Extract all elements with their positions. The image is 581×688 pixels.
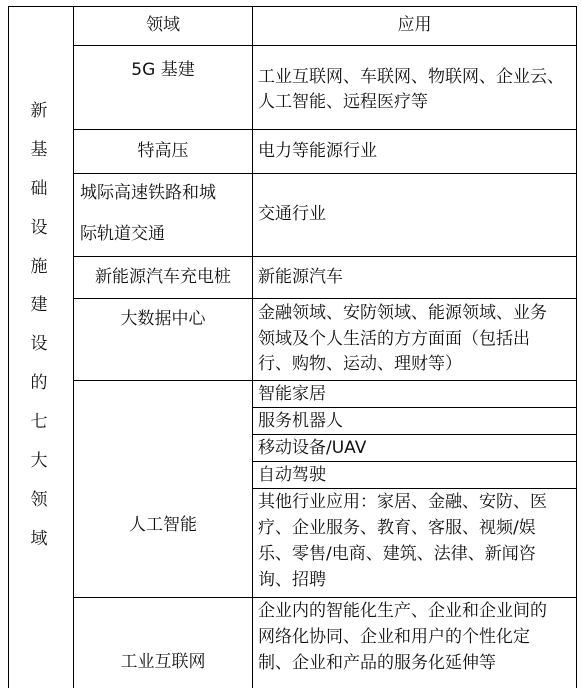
row-divider xyxy=(73,380,577,381)
application-line: 电力等能源行业 xyxy=(258,141,377,161)
table-top-border xyxy=(8,6,577,7)
field-cell: 5G 基建 xyxy=(131,60,195,80)
application-line: 金融领域、安防领域、能源领域、业务 xyxy=(258,303,547,323)
application-line: 领域及个人生活的方方面面（包括出 xyxy=(258,329,530,349)
left-header-char: 设 xyxy=(30,334,48,355)
row-divider xyxy=(73,256,577,257)
field-cell: 大数据中心 xyxy=(120,309,206,329)
left-header-char: 七 xyxy=(30,412,48,433)
application-line: 制、企业和产品的服务化延伸等 xyxy=(258,653,496,673)
application-line: 移动设备/UAV xyxy=(258,438,367,458)
application-line: 服务机器人 xyxy=(258,411,343,431)
row-divider xyxy=(73,173,577,174)
left-vertical-header xyxy=(24,92,54,559)
application-line: 自动驾驶 xyxy=(258,465,326,485)
application-line: 询、招聘 xyxy=(258,570,326,590)
column-header-field: 领域 xyxy=(146,15,180,35)
left-header-char: 施 xyxy=(30,256,48,277)
application-line: 交通行业 xyxy=(258,204,326,224)
left-header-char: 基 xyxy=(30,139,48,160)
application-line: 人工智能、远程医疗等 xyxy=(258,92,428,112)
application-line: 疗、企业服务、教育、客服、视频/娱 xyxy=(258,518,536,538)
field-line: 城际高速铁路和城 xyxy=(80,183,216,203)
table-right-border xyxy=(576,6,577,688)
row-divider xyxy=(73,45,577,46)
field-cell: 特高压 xyxy=(137,141,189,161)
left-header-char: 础 xyxy=(30,178,48,199)
left-header-char: 领 xyxy=(30,489,48,510)
column-divider-2 xyxy=(252,6,253,688)
application-line: 工业互联网、车联网、物联网、企业云、 xyxy=(258,67,564,87)
field-cell: 人工智能 xyxy=(129,515,197,535)
application-line: 乐、零售/电商、建筑、法律、新闻咨 xyxy=(258,544,536,564)
sub-row-divider xyxy=(252,407,577,408)
left-header-char: 的 xyxy=(30,373,48,394)
left-header-char: 建 xyxy=(30,295,48,316)
sub-row-divider xyxy=(252,461,577,462)
column-divider-1 xyxy=(73,6,74,688)
application-line: 其他行业应用：家居、金融、安防、医 xyxy=(258,492,547,512)
row-divider xyxy=(73,597,577,598)
table-left-border xyxy=(8,6,9,688)
row-divider xyxy=(73,298,577,299)
sub-row-divider xyxy=(252,434,577,435)
left-header-char: 新 xyxy=(30,101,48,121)
application-line: 网络化协同、企业和用户的个性化定 xyxy=(258,627,530,647)
column-header-application: 应用 xyxy=(397,15,432,35)
application-line: 新能源汽车 xyxy=(258,267,343,287)
application-line: 企业内的智能化生产、企业和企业间的 xyxy=(258,601,547,621)
left-header-char: 大 xyxy=(30,451,48,472)
field-line: 际轨道交通 xyxy=(80,224,165,244)
row-divider xyxy=(73,129,577,130)
application-line: 行、购物、运动、理财等） xyxy=(258,354,462,374)
sub-row-divider xyxy=(252,488,577,489)
field-cell: 新能源汽车充电桩 xyxy=(95,267,231,287)
left-header-char: 域 xyxy=(30,528,48,549)
field-cell: 工业互联网 xyxy=(120,652,206,672)
left-header-char: 设 xyxy=(30,217,48,238)
application-line: 智能家居 xyxy=(258,384,326,404)
